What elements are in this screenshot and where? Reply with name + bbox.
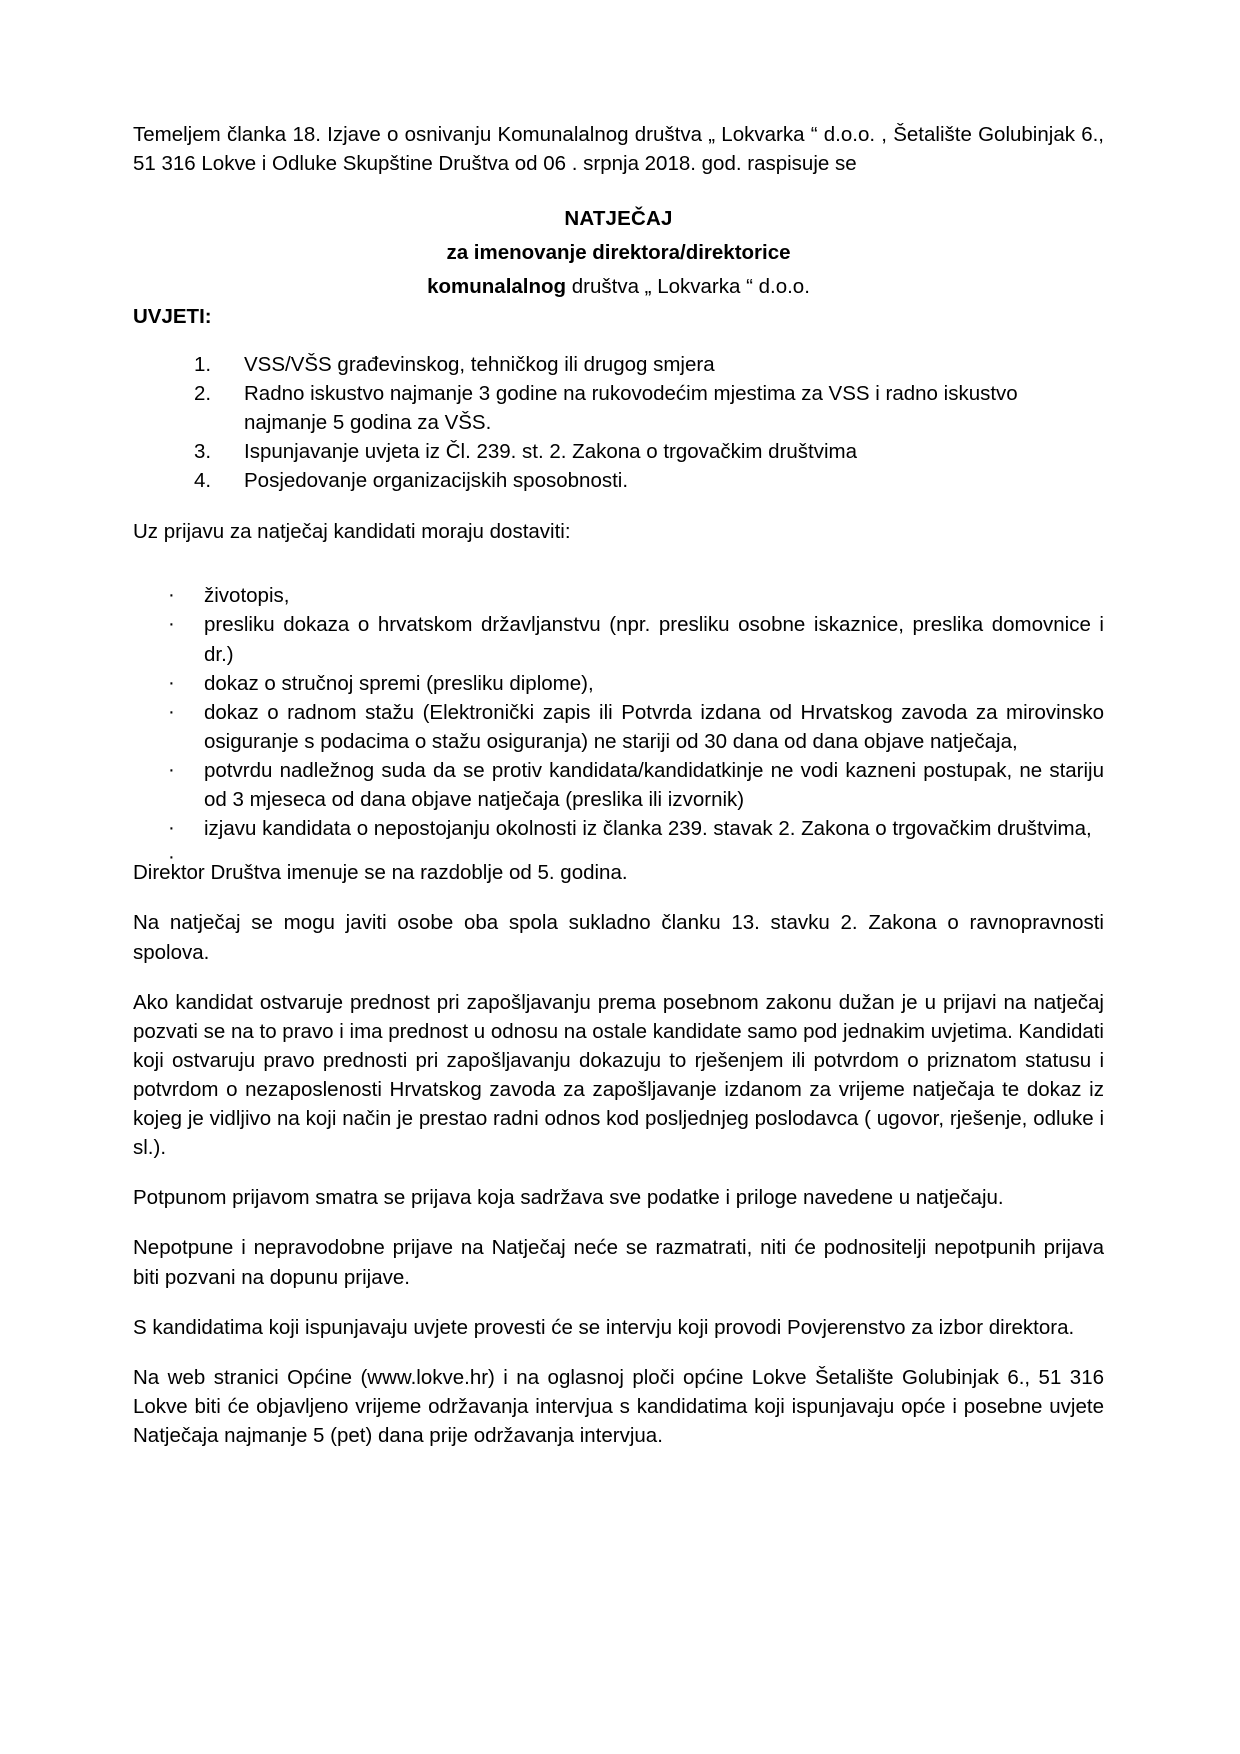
paragraph-gender-equality: Na natječaj se mogu javiti osobe oba spola sukladno članku 13. stavku 2. Zakona o ravnopravnosti spolova.: [133, 911, 1104, 964]
paragraph-priority-rights: Ako kandidat ostvaruje prednost pri zapošljavanju prema posebnom zakonu dužan je u prijavi na natječaj pozvati se na to pravo i ima prednost u odnosu na ostale kandidate samo pod jednakim uvjetima. Kandidati koji ostvaruju pravo prednosti pri zapošljavanju dokazuju to rješenjem ili potvrdom o priznatom statusu i potvrdom o nezaposlenosti Hrvatskog zavoda za zapošljavanje izdanom za vrijeme natječaja te dokaz iz kojeg je vidljivo na koji način je prestao radni odnos kod posljednjeg poslodavca ( ugovor, rješenje, odluke i sl.).: [133, 990, 1104, 1160]
list-item: · dokaz o stručnoj spremi (presliku diplome),: [168, 669, 1104, 698]
title-block: [133, 204, 1104, 301]
document-body: [133, 120, 1104, 1450]
title-subline-2: [133, 272, 1104, 301]
title-subline-2-rest: društva „ Lokvarka “ d.o.o.: [566, 275, 810, 299]
required-documents-list: [133, 581, 1104, 858]
list-item: Ispunjavanje uvjeta iz Čl. 239. st. 2. Zakona o trgovačkim društvima: [244, 439, 858, 463]
page-title: NATJEČAJ: [564, 207, 673, 231]
paragraph-complete-application: Potpunom prijavom smatra se prijava koja sadržava sve podatke i priloge navedene u natječaju.: [133, 1186, 1004, 1210]
paragraph-publication: Na web stranici Općine (www.lokve.hr) i na oglasnoj ploči općine Lokve Šetalište Golubinjak 6., 51 316 Lokve biti će objavljeno vrijeme održavanja intervjua s kandidatima koji ispunjavaju opće i posebne uvjete Natječaja najmanje 5 (pet) dana prije održavanja intervjua.: [133, 1365, 1104, 1447]
paragraph-interview: S kandidatima koji ispunjavaju uvjete provesti će se intervju koji provodi Povjerenstvo za izbor direktora.: [133, 1315, 1075, 1339]
list-item: Radno iskustvo najmanje 3 godine na rukovodećim mjestima za VSS i radno iskustvo najmanje 5 godina za VŠS.: [244, 381, 1018, 434]
list-item: [168, 843, 1104, 858]
title-subline-2-bold: komunalalnog: [427, 275, 567, 299]
paragraph-director-term: Direktor Društva imenuje se na razdoblje od 5. godina.: [133, 861, 628, 885]
list-item: · izjavu kandidata o nepostojanju okolnosti iz članka 239. stavak 2. Zakona o trgovačkim društvima,: [168, 814, 1104, 843]
list-item: · životopis,: [168, 581, 1104, 610]
list-item: · dokaz o radnom stažu (Elektronički zapis ili Potvrda izdana od Hrvatskog zavoda za mirovinsko osiguranje s podacima o stažu osiguranja) ne stariji od 30 dana od dana objave natječaja,: [168, 698, 1104, 756]
list-item: VSS/VŠS građevinskog, tehničkog ili drugog smjera: [244, 352, 715, 376]
conditions-heading: UVJETI:: [133, 304, 212, 328]
paragraph-incomplete-applications: Nepotpune i nepravodobne prijave na Natječaj neće se razmatrati, niti će podnositelji nepotpunih prijava biti pozvani na dopunu prijave.: [133, 1236, 1104, 1289]
documents-intro-paragraph: Uz prijavu za natječaj kandidati moraju dostaviti:: [133, 520, 571, 544]
list-item: Posjedovanje organizacijskih sposobnosti.: [244, 469, 629, 493]
intro-paragraph: Temeljem članka 18. Izjave o osnivanju Komunalalnog društva „ Lokvarka “ d.o.o. , Šetalište Golubinjak 6., 51 316 Lokve i Odluke Skupštine Društva od 06 . srpnja 2018. god. raspisuje se: [133, 123, 1104, 176]
title-subline-1: za imenovanje direktora/direktorice: [446, 241, 791, 265]
list-item: · potvrdu nadležnog suda da se protiv kandidata/kandidatkinje ne vodi kazneni postupak, ne stariju od 3 mjeseca od dana objave natječaja (preslika ili izvornik): [168, 756, 1104, 814]
list-item: · presliku dokaza o hrvatskom državljanstvu (npr. presliku osobne iskaznice, preslika domovnice i dr.): [168, 610, 1104, 668]
list-spacer: [133, 567, 1104, 581]
conditions-list: [133, 350, 1104, 496]
